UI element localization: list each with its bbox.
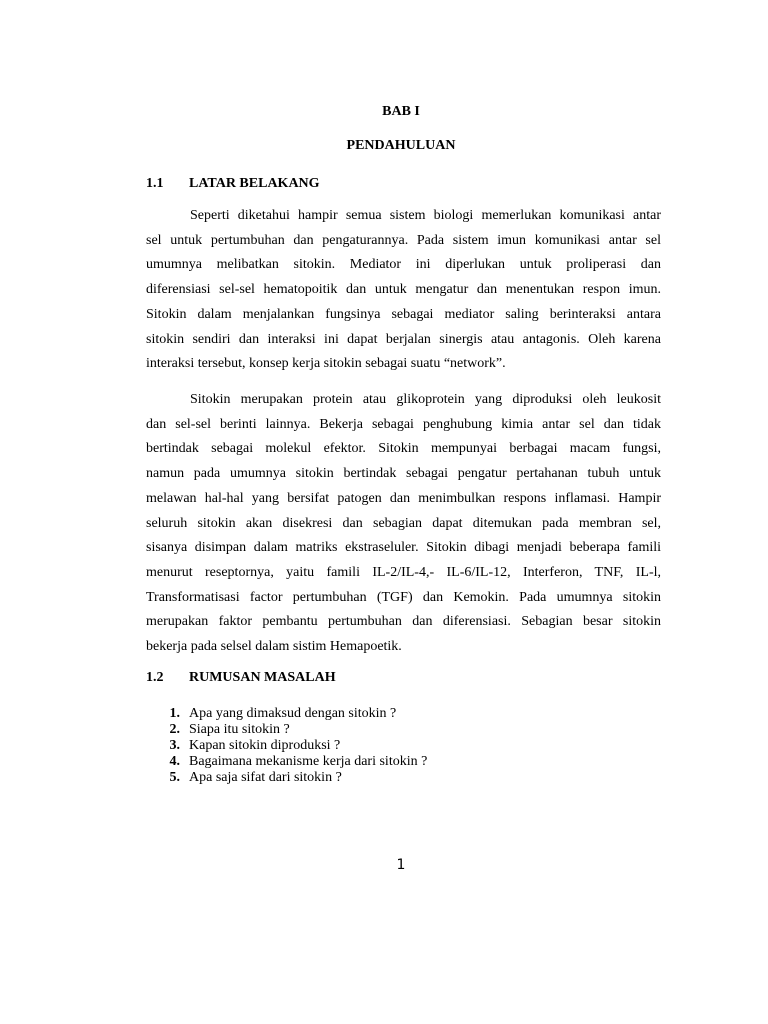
list-number: 1. bbox=[169, 706, 180, 721]
list-text: Siapa itu sitokin ? bbox=[189, 722, 290, 737]
list-number: 2. bbox=[169, 722, 180, 737]
paragraph-line: Seperti diketahui hampir semua sistem biologi memerlukan komunikasi antar bbox=[190, 208, 661, 223]
paragraph-line: interaksi tersebut, konsep kerja sitokin sebagai suatu “network”. bbox=[146, 356, 506, 372]
list-number: 5. bbox=[169, 770, 180, 785]
list-number: 4. bbox=[169, 754, 180, 769]
section-heading-latar-belakang bbox=[146, 175, 320, 192]
paragraph-line: merupakan faktor pembantu pertumbuhan dan diferensiasi. Sebagian besar sitokin bbox=[146, 614, 661, 630]
paragraph-line: sitokin sendiri dan interaksi ini dapat berjalan sinergis atau antagonis. Oleh karena bbox=[146, 331, 661, 347]
list-text: Kapan sitokin diproduksi ? bbox=[189, 738, 341, 753]
paragraph-line: dan sel-sel berinti lainnya. Bekerja sebagai penghubung kimia antar sel dan tidak bbox=[146, 416, 661, 432]
chapter-label: BAB I bbox=[382, 104, 420, 119]
section-title: LATAR BELAKANG bbox=[189, 176, 320, 191]
paragraph-line: Transformatisasi factor pertumbuhan (TGF) dan Kemokin. Pada umumnya sitokin bbox=[146, 589, 661, 605]
list-item bbox=[160, 770, 427, 786]
paragraph-line: namun pada umumnya sitokin bertindak sebagai pengatur pertahanan tubuh untuk bbox=[146, 466, 661, 482]
chapter-title: PENDAHULUAN bbox=[346, 138, 456, 153]
paragraph-line: melawan hal-hal yang bersifat patogen dan menimbulkan respons inflamasi. Hampir bbox=[146, 490, 661, 506]
paragraph-line: diferensiasi sel-sel hematopoitik dan untuk mengatur dan menentukan respon imun. bbox=[146, 282, 661, 298]
page-number: 1 bbox=[396, 857, 406, 873]
list-number: 3. bbox=[169, 738, 180, 753]
paragraph-line: menurut reseptornya, yaitu famili IL-2/IL-4,- IL-6/IL-12, Interferon, TNF, IL-l, bbox=[146, 564, 661, 580]
section-title: RUMUSAN MASALAH bbox=[189, 670, 336, 685]
list-text: Bagaimana mekanisme kerja dari sitokin ? bbox=[189, 754, 428, 769]
paragraph-line: sel untuk pertumbuhan dan pengaturannya. Pada sistem imun komunikasi antar sel bbox=[146, 232, 661, 248]
paragraph-2 bbox=[146, 388, 661, 660]
list-item bbox=[160, 754, 427, 770]
paragraph-line: Sitokin merupakan protein atau glikoprotein yang diproduksi oleh leukosit bbox=[190, 392, 661, 407]
paragraph-1 bbox=[146, 204, 661, 377]
paragraph-line: Sitokin dalam menjalankan fungsinya sebagai mediator saling berinteraksi antara bbox=[146, 306, 661, 322]
list-text: Apa saja sifat dari sitokin ? bbox=[189, 770, 342, 785]
paragraph-line: bertindak sebagai molekul efektor. Sitokin mempunyai berbagai macam fungsi, bbox=[146, 441, 661, 457]
paragraph-line: sisanya disimpan dalam matriks ekstraseluler. Sitokin dibagi menjadi beberapa famili bbox=[146, 540, 661, 556]
question-list bbox=[160, 706, 427, 786]
list-item bbox=[160, 706, 427, 722]
section-number: 1.1 bbox=[146, 176, 164, 191]
list-item bbox=[160, 738, 427, 754]
paragraph-line: seluruh sitokin akan disekresi dan sebagian dapat ditemukan pada membran sel, bbox=[146, 515, 661, 531]
paragraph-line: bekerja pada selsel dalam sistim Hemapoetik. bbox=[146, 639, 402, 655]
section-number: 1.2 bbox=[146, 670, 164, 685]
section-heading-rumusan-masalah bbox=[146, 669, 336, 686]
list-text: Apa yang dimaksud dengan sitokin ? bbox=[189, 706, 397, 721]
list-item bbox=[160, 722, 427, 738]
paragraph-line: umumnya melibatkan sitokin. Mediator ini diperlukan untuk proliperasi dan bbox=[146, 257, 661, 273]
